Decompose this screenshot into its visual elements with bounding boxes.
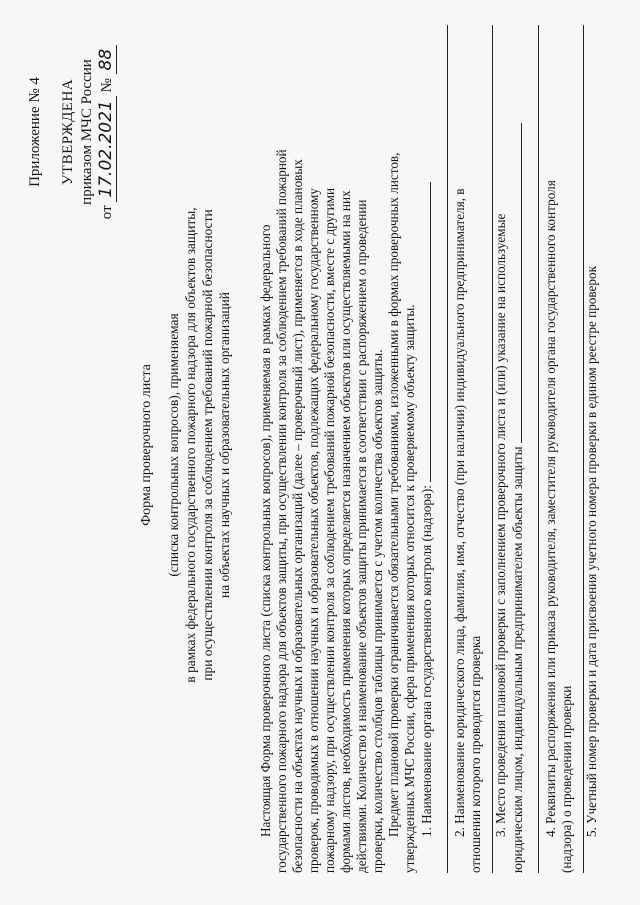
field-underline <box>509 123 522 443</box>
handwritten-number: 88 <box>96 45 117 75</box>
item-3-cont: юридическим лицом, индивидуальным предпринимателем объекты защиты <box>509 25 526 873</box>
intro-line: формами листов, необходимость применения которых определяется назначением объектов или осуществляемыми на них <box>338 190 353 873</box>
field-underline <box>526 25 539 873</box>
item-4-cont: (надзора) о проведении проверки <box>559 685 574 873</box>
title-line: (списка контрольных вопросов), применяемая <box>166 313 181 577</box>
appendix-label: Приложение № 4 <box>27 77 43 187</box>
title-line: на объектах научных и образовательных организаций <box>217 292 232 598</box>
intro-line: Настоящая Форма проверочного листа (списка контрольных вопросов), применяемая в рамках федерального <box>258 224 273 837</box>
field-underline <box>435 25 448 873</box>
subject-line: Предмет плановой проверки ограничивается обязательными требованиями, изложенными в формах проверочных листов, <box>386 152 401 837</box>
handwritten-date: 17.02.2021 <box>96 96 117 201</box>
order-date-number <box>97 27 117 237</box>
intro-line: государственного пожарного надзора для объектов защиты, при осуществлении контроля за соблюдением требований пожарной <box>274 149 289 873</box>
title-line: при осуществлении контроля за соблюдением требований пожарной безопасности <box>200 209 215 681</box>
item-2-cont: отношении которого проводится проверка <box>468 635 483 873</box>
title-line: Форма проверочного листа <box>139 364 154 526</box>
item-5: 5. Учетный номер проверки и дата присвоения учетного номера проверки в едином реестре проверок <box>584 266 599 837</box>
approved-stamp-text: УТВЕРЖДЕНА <box>60 78 76 186</box>
item-2: 2. Наименование юридического лица, фамилия, имя, отчество (при наличии) индивидуального предпринимателя, в <box>452 188 467 837</box>
field-underline <box>418 182 431 482</box>
title-line: в рамках федерального государственного пожарного надзора для объектов защиты, <box>183 207 198 683</box>
document-body <box>258 25 600 873</box>
intro-line: пожарному надзору, при осуществлении контроля за соблюдением требований пожарной безопасности, вместе с другими <box>322 187 337 873</box>
intro-line: проверок, проводимых в отношении научных и образовательных объектов, подлежащих федеральному государственному <box>306 188 321 873</box>
item-3: 3. Место проведения плановой проверки с заполнением проверочного листа и (или) указание на используемые <box>493 213 508 837</box>
item-4: 4. Реквизиты распоряжения или приказа руководителя, заместителя руководителя органа государственного контроля <box>543 180 558 837</box>
approval-block <box>26 27 117 237</box>
intro-line: безопасности на объектах научных и образовательных организаций (далее – проверочный лист), применяется в ходе плановых <box>290 159 305 873</box>
intro-line: проверки, количество столбцов таблицы принимается с учетом количества объектов защиты. <box>370 349 385 873</box>
order-authority: приказом МЧС России <box>79 59 95 205</box>
number-prefix: № <box>99 78 115 93</box>
item-1: 1. Наименование органа государственного контроля (надзора): <box>418 25 435 873</box>
date-prefix: от <box>99 205 115 220</box>
intro-line: действиями. Количество и наименование объектов защиты принимается в соответствии с распоряжением о проведении <box>354 199 369 873</box>
document-title <box>138 185 233 705</box>
subject-line: утвержденных МЧС России, сфера применения которых относится к проверяемому объекту защиты. <box>402 304 417 873</box>
